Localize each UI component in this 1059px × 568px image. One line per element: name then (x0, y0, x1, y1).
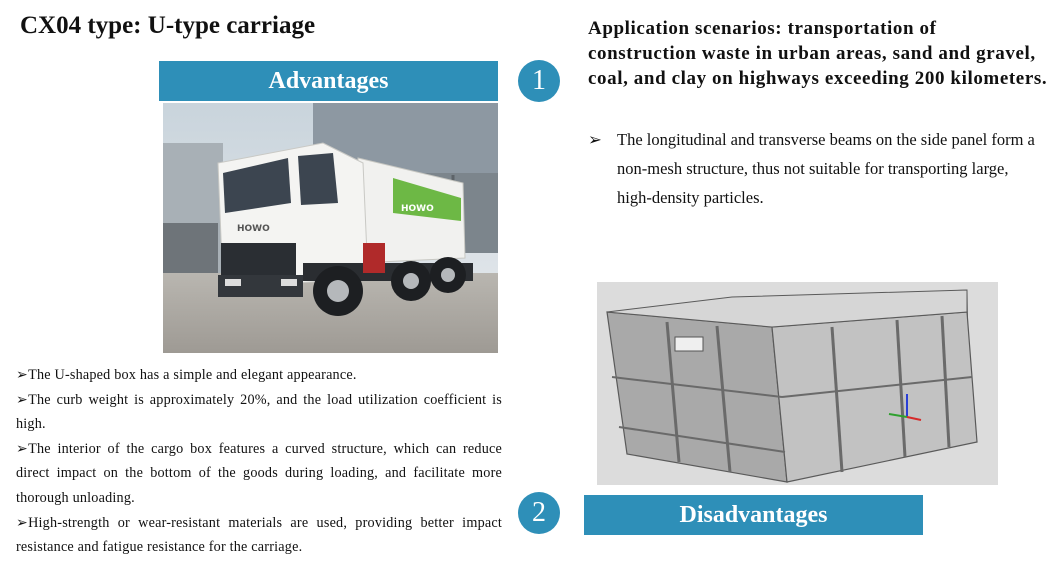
advantage-item: ➢High-strength or wear-resistant materials are used, providing better impact resistance and fatigue resistance for the carriage. (16, 514, 502, 556)
svg-text:HOWO: HOWO (237, 224, 270, 234)
advantage-item: ➢The U-shaped box has a simple and elegant appearance. (16, 367, 357, 383)
disadvantages-banner (584, 495, 923, 535)
disadvantage-item (588, 125, 1038, 212)
truck-photo (163, 103, 498, 353)
advantage-item: ➢The interior of the cargo box features a curved structure, which can reduce direct impact on the bottom of the goods during loading, and facilitate more thorough unloading. (16, 440, 502, 506)
disadvantages-label: Disadvantages (679, 501, 828, 528)
page-title: CX04 type: U-type carriage (20, 12, 316, 39)
section-number-1-badge (518, 60, 560, 102)
section-number-1: 1 (532, 65, 546, 96)
section-number-2-badge (518, 492, 560, 534)
application-scenarios-heading: Application scenarios: transportation of construction waste in urban areas, sand and gravel, coal, and clay on highways exceeding 200 kilometers. (588, 18, 1048, 89)
section-number-2: 2 (532, 497, 546, 528)
bullet-arrow-icon: ➢ (16, 440, 29, 457)
bullet-arrow-icon: ➢ (16, 514, 29, 531)
advantages-label: Advantages (268, 67, 389, 94)
advantage-item: ➢The curb weight is approximately 20%, and the load utilization coefficient is high. (16, 391, 502, 433)
svg-text:HOWO: HOWO (401, 204, 434, 214)
bullet-arrow-icon: ➢ (588, 130, 602, 149)
u-carriage-3d-model (597, 282, 998, 485)
advantages-list (16, 363, 502, 560)
bullet-arrow-icon: ➢ (16, 367, 29, 383)
advantages-banner (159, 61, 498, 101)
disadvantage-text: The longitudinal and transverse beams on the side panel form a non-mesh structure, thus not suitable for transporting large, high-density particles. (617, 130, 1035, 207)
bullet-arrow-icon: ➢ (16, 391, 29, 408)
